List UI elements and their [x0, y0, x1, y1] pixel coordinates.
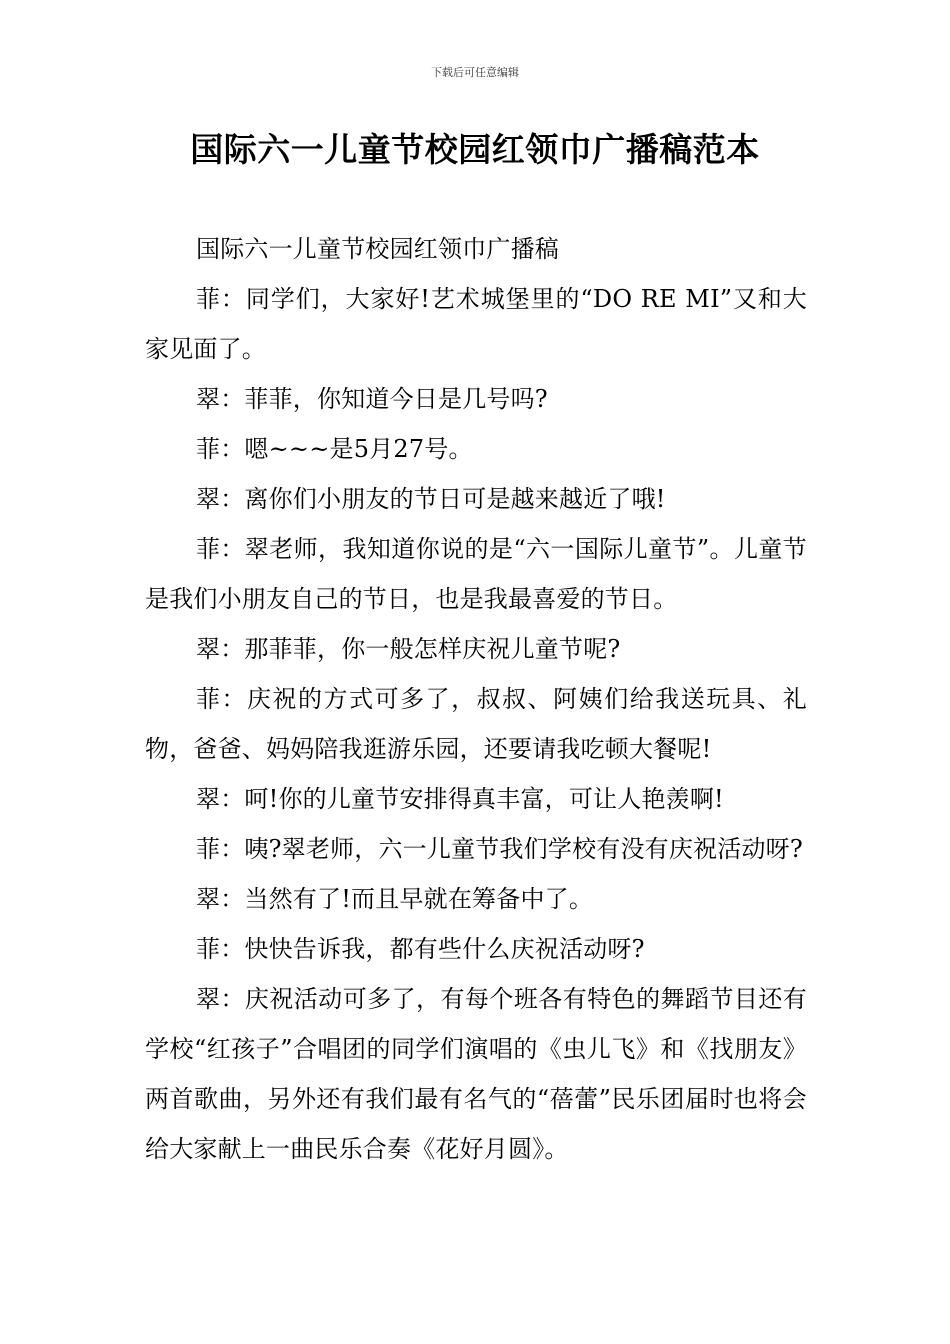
paragraph: 菲：快快告诉我，都有些什么庆祝活动呀? — [196, 935, 645, 963]
paragraph: 翠：离你们小朋友的节日可是越来越近了哦! — [196, 485, 666, 513]
paragraph: 翠：呵!你的儿童节安排得真丰富，可让人艳羡啊! — [196, 785, 724, 813]
document-body — [145, 224, 807, 1174]
paragraph: 翠：那菲菲，你一般怎样庆祝儿童节呢? — [196, 635, 621, 663]
header-note: 下载后可任意编辑 — [431, 66, 519, 79]
document-title: 国际六一儿童节校园红领巾广播稿范本 — [190, 130, 760, 169]
paragraph: 菲：庆祝的方式可多了，叔叔、阿姨们给我送玩具、礼物，爸爸、妈妈陪我逛游乐园，还要请我吃顿大餐呢! — [145, 685, 807, 763]
paragraph: 翠：当然有了!而且早就在筹备中了。 — [196, 885, 594, 913]
paragraph: 国际六一儿童节校园红领巾广播稿 — [196, 235, 559, 263]
paragraph: 菲：嗯~~~是5月27号。 — [196, 435, 473, 463]
paragraph: 菲：咦?翠老师，六一儿童节我们学校有没有庆祝活动呀? — [196, 835, 803, 863]
paragraph: 菲：同学们，大家好!艺术城堡里的“DO RE MI”又和大家见面了。 — [145, 285, 807, 363]
paragraph: 菲：翠老师，我知道你说的是“六一国际儿童节”。儿童节是我们小朋友自己的节日，也是我最喜爱的节日。 — [145, 535, 807, 613]
paragraph: 翠：庆祝活动可多了，有每个班各有特色的舞蹈节目还有学校“红孩子”合唱团的同学们演唱的《虫儿飞》和《找朋友》两首歌曲，另外还有我们最有名气的“蓓蕾”民乐团届时也将会给大家献上一曲民乐合奏《花好月圆》。 — [145, 985, 807, 1163]
paragraph: 翠：菲菲，你知道今日是几号吗? — [196, 385, 548, 413]
